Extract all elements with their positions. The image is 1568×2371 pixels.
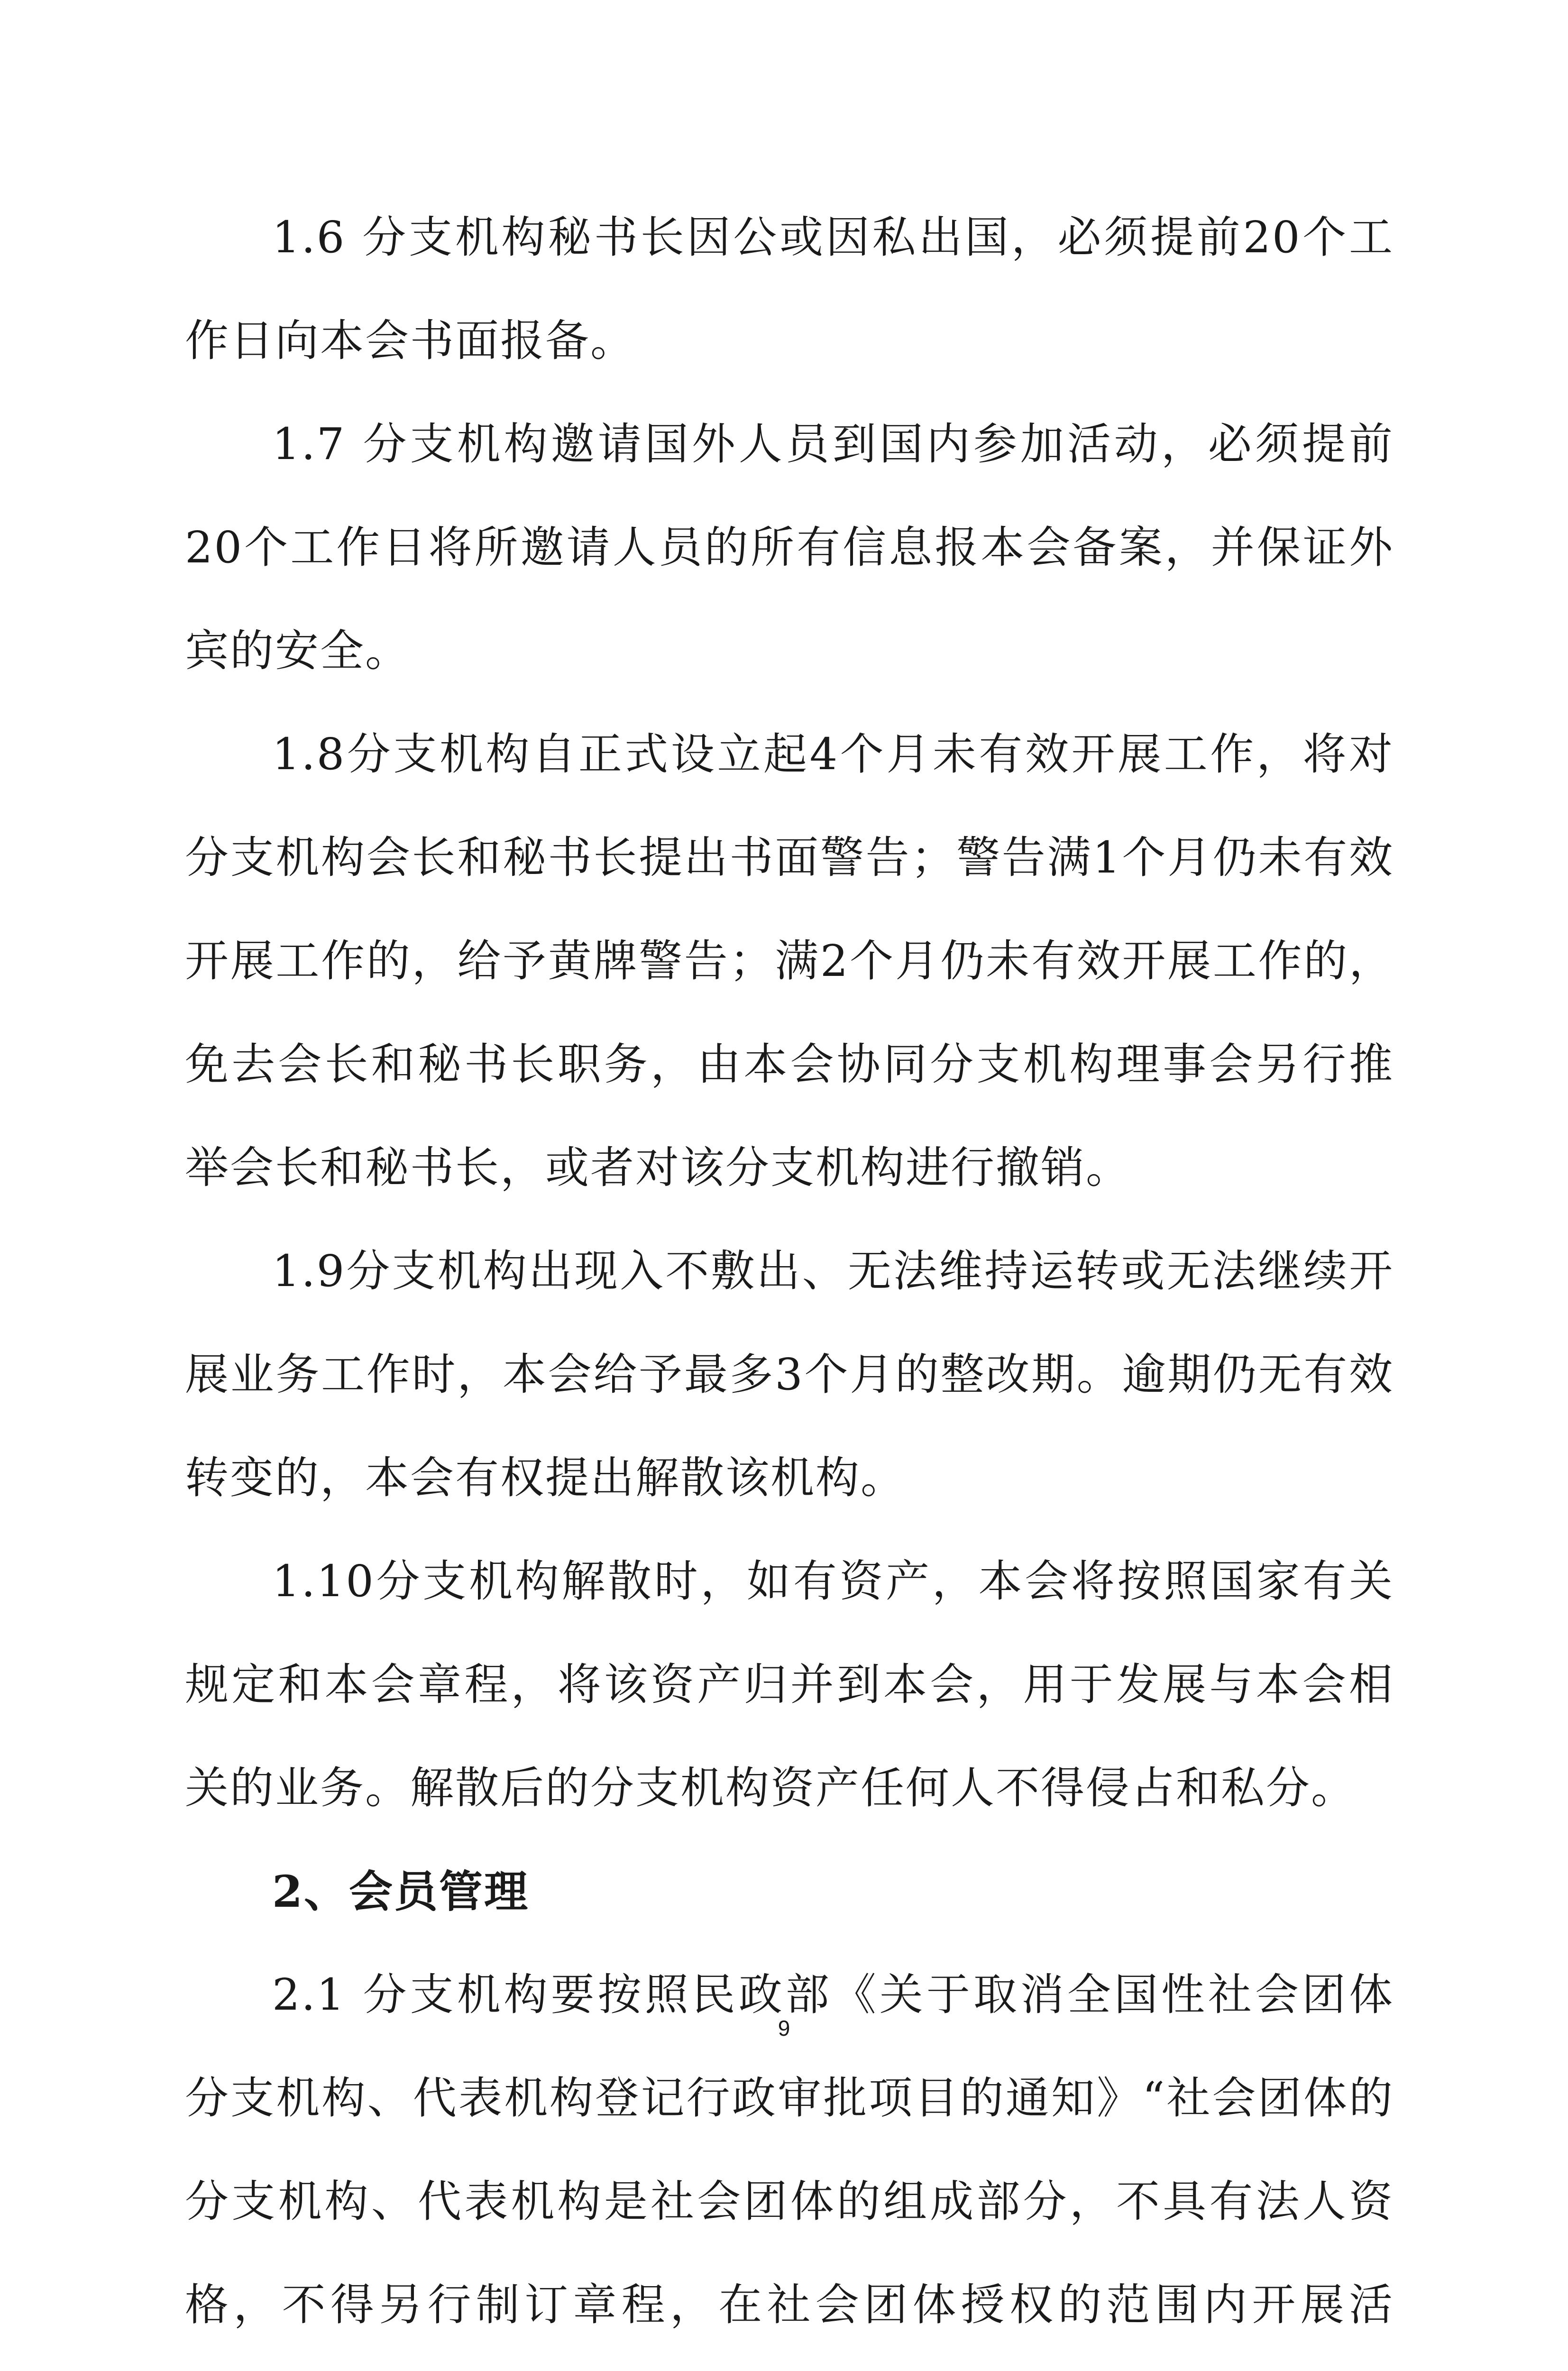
paragraph-1-10: 1.10分支机构解散时，如有资产，本会将按照国家有关规定和本会章程，将该资产归并到本会，用于发展与本会相关的业务。解散后的分支机构资产任何人不得侵占和私分。 [185,1556,1394,1813]
paragraph-2-1: 2.1 分支机构要按照民政部《关于取消全国性社会团体分支机构、代表机构登记行政审批项目的通知》“社会团体的分支机构、代表机构是社会团体的组成部分，不具有法人资格，不得另行制订章程，在社会团体授权的范围内开展活 [185,1969,1394,2330]
paragraph-1-8: 1.8分支机构自正式设立起4个月未有效开展工作，将对分支机构会长和秘书长提出书面警告；警告满1个月仍未有效开展工作的，给予黄牌警告；满2个月仍未有效开展工作的，免去会长和秘书长职务，由本会协同分支机构理事会另行推举会长和秘书长，或者对该分支机构进行撤销。 [185,729,1394,1193]
page-number: 9 [778,2016,790,2040]
paragraph-1-9: 1.9分支机构出现入不敷出、无法维持运转或无法继续开展业务工作时，本会给予最多3个月的整改期。逾期仍无有效转变的，本会有权提出解散该机构。 [185,1246,1394,1503]
paragraph-1-6: 1.6 分支机构秘书长因公或因私出国，必须提前20个工作日向本会书面报备。 [185,212,1394,366]
paragraph-1-7: 1.7 分支机构邀请国外人员到国内参加活动，必须提前20个工作日将所邀请人员的所有信息报本会备案，并保证外宾的安全。 [185,419,1394,676]
document-body [185,186,1394,2371]
section-heading-member-management: 2、会员管理 [272,1866,530,1917]
